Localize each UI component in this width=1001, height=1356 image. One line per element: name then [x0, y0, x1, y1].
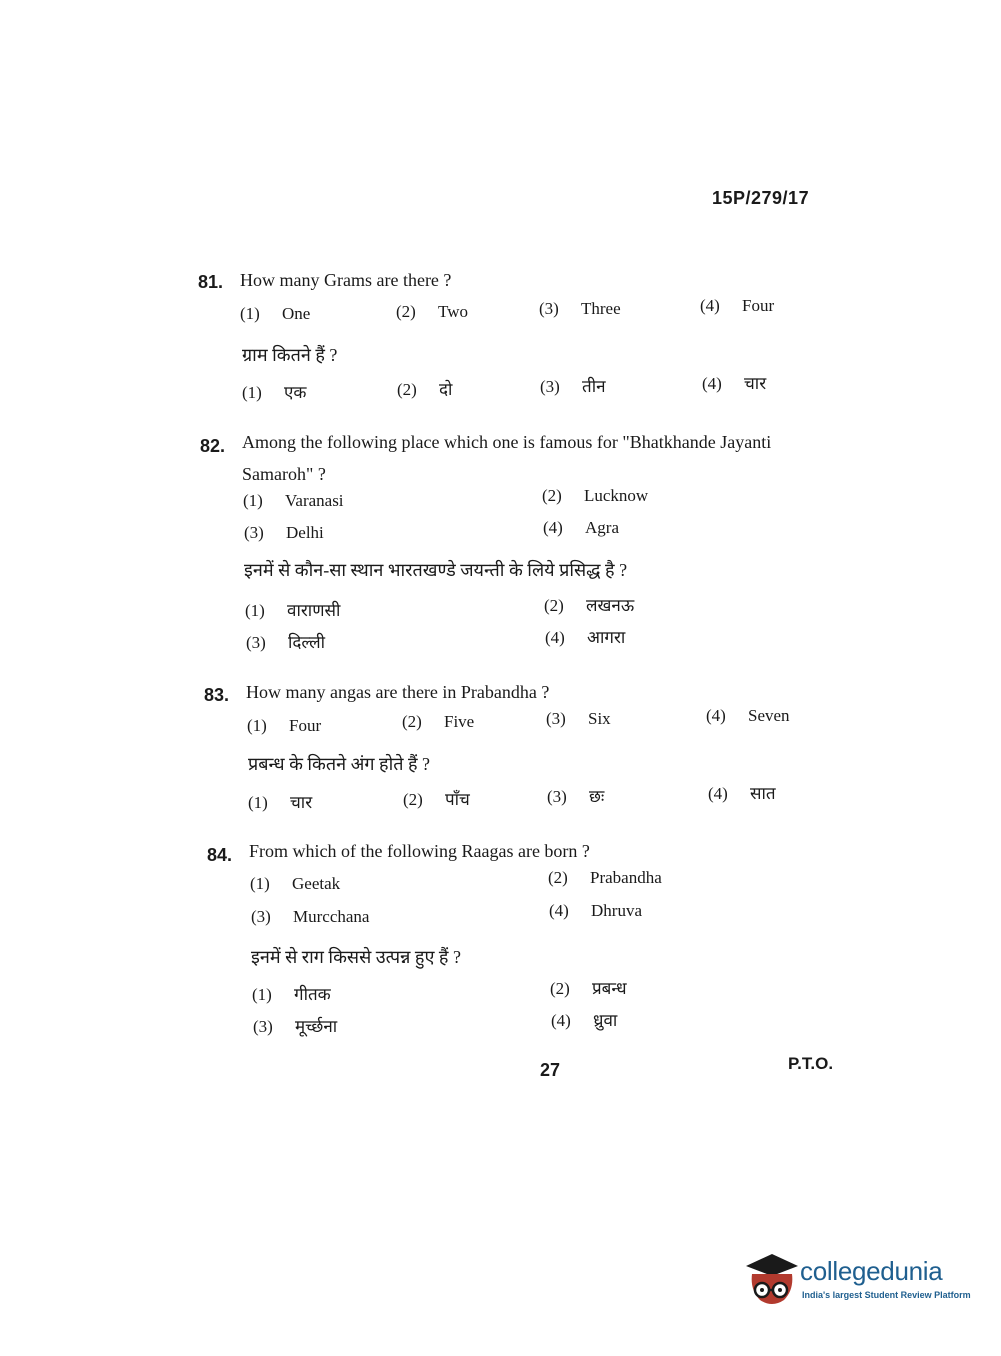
- option-3-hi: (3) दिल्ली: [246, 633, 326, 652]
- option-4-hi: (4) सात: [708, 784, 776, 803]
- option-2-hi: (2) पाँच: [403, 790, 470, 809]
- option-1-hi: (1) चार: [248, 793, 313, 812]
- question-number: 83.: [204, 685, 230, 705]
- option-2-hi: (2) दो: [397, 380, 453, 399]
- question-text-hi: ग्राम कितने हैं ?: [242, 345, 338, 365]
- option-1-en: (1) One: [240, 304, 311, 323]
- logo-name: collegedunia: [800, 1256, 943, 1286]
- option-4-en: (4) Four: [700, 296, 775, 315]
- option-2-en: (2) Lucknow: [542, 486, 649, 505]
- option-4-hi: (4) चार: [702, 374, 767, 393]
- option-1-en: (1) Geetak: [250, 874, 341, 893]
- option-1-en: (1) Four: [247, 716, 322, 735]
- option-4-en: (4) Dhruva: [549, 901, 642, 920]
- question-number: 84.: [207, 845, 233, 865]
- page-number: 27: [540, 1060, 561, 1080]
- option-3-en: (3) Six: [546, 709, 611, 728]
- option-1-en: (1) Varanasi: [243, 491, 344, 510]
- option-1-hi: (1) गीतक: [252, 985, 331, 1004]
- option-4-hi: (4) आगरा: [545, 628, 626, 647]
- mascot-icon: [742, 1250, 802, 1310]
- option-2-en: (2) Five: [402, 712, 475, 731]
- option-3-en: (3) Three: [539, 299, 621, 318]
- question-text-en: How many Grams are there ?: [240, 270, 452, 290]
- option-4-hi: (4) ध्रुवा: [551, 1011, 618, 1030]
- question-text-en: How many angas are there in Prabandha ?: [246, 682, 550, 702]
- question-number: 82.: [200, 436, 226, 456]
- question-text-hi: इनमें से कौन-सा स्थान भारतखण्डे जयन्ती के लिये प्रसिद्ध है ?: [244, 560, 628, 580]
- option-2-hi: (2) लखनऊ: [544, 596, 635, 615]
- option-2-hi: (2) प्रबन्ध: [550, 979, 627, 998]
- option-2-en: (2) Prabandha: [548, 868, 662, 887]
- logo-tagline: India's largest Student Review Platform: [802, 1290, 971, 1300]
- option-4-en: (4) Seven: [706, 706, 790, 725]
- option-3-en: (3) Delhi: [244, 523, 324, 542]
- question-text-hi: प्रबन्ध के कितने अंग होते हैं ?: [248, 754, 431, 774]
- question-text-en: From which of the following Raagas are born ?: [249, 841, 590, 861]
- paper-code: 15P/279/17: [712, 188, 810, 208]
- option-3-hi: (3) तीन: [540, 377, 606, 396]
- option-2-en: (2) Two: [396, 302, 468, 321]
- question-text-hi: इनमें से राग किससे उत्पन्न हुए हैं ?: [251, 947, 461, 967]
- option-4-en: (4) Agra: [543, 518, 619, 537]
- option-1-hi: (1) वाराणसी: [245, 601, 341, 620]
- option-3-hi: (3) छः: [547, 787, 605, 806]
- option-1-hi: (1) एक: [242, 383, 307, 402]
- pto-label: P.T.O.: [788, 1054, 834, 1073]
- question-number: 81.: [198, 272, 224, 292]
- option-3-en: (3) Murcchana: [251, 907, 370, 926]
- collegedunia-logo: [742, 1250, 972, 1310]
- option-3-hi: (3) मूर्च्छना: [253, 1017, 338, 1036]
- question-text-en: Among the following place which one is famous for "Bhatkhande Jayanti Samaroh" ?: [242, 432, 772, 484]
